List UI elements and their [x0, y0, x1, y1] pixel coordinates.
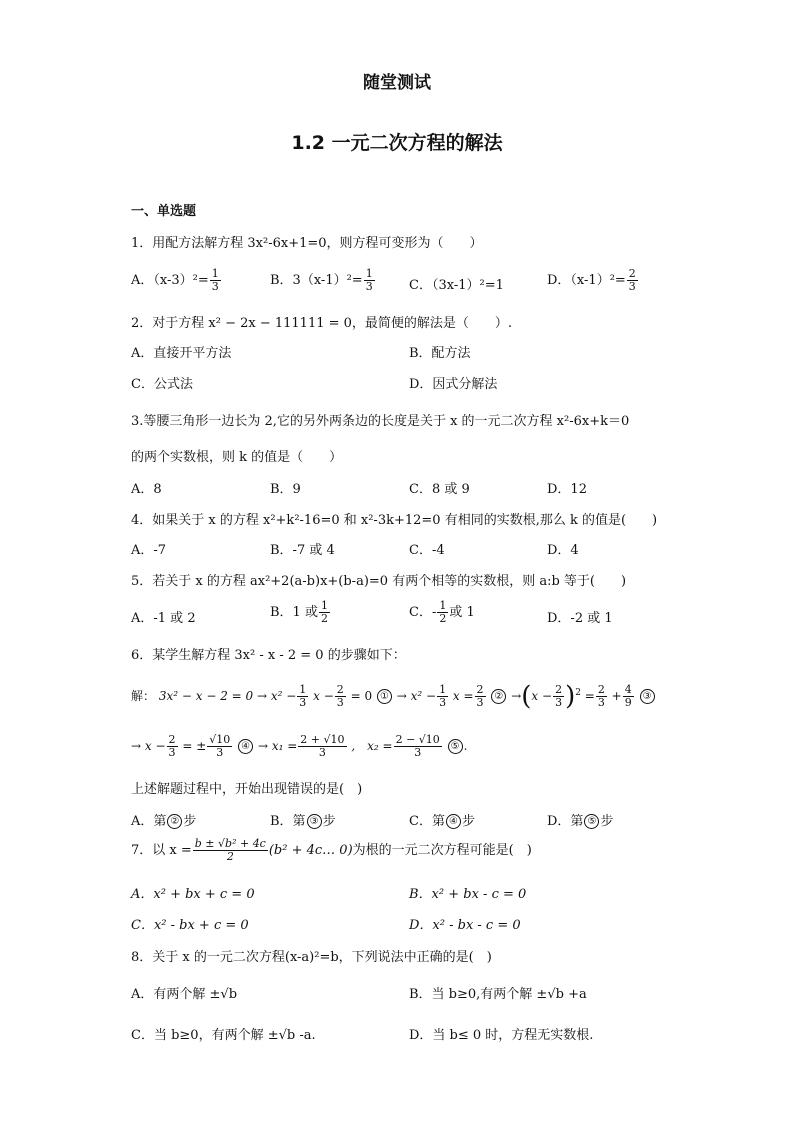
q3-option-c: C．8 或 9 — [409, 482, 470, 497]
q6-question: 上述解题过程中，开始出现错误的是( ) — [131, 782, 363, 797]
step-marker-5: ⑤ — [448, 739, 463, 754]
q6-option-b: B．第 ③ 步 — [270, 814, 336, 829]
q1-option-d: D．（x-1）²= $\frac{2}{3}$ — [547, 267, 636, 293]
page-subtitle: 1.2 一元二次方程的解法 — [291, 132, 503, 154]
q7-option-c: C．x² - bx + c = 0 — [131, 918, 249, 933]
q2-option-a: A．直接开平方法 — [131, 346, 232, 361]
q6-option-a: A．第 ② 步 — [131, 814, 197, 829]
q6-stem: 6．某学生解方程 3x² - x - 2 = 0 的步骤如下： — [131, 648, 406, 663]
q7-option-d: D．x² - bx - c = 0 — [409, 918, 521, 933]
q4-option-c: C．-4 — [409, 543, 445, 558]
q7-stem: 7．以 x = $\frac{\text{b ± √b² + 4c}}{2}$ (b² + 4c… 0)为根的一元二次方程可能是( ) — [131, 837, 532, 863]
q8-option-a: A．有两个解 ±√b — [131, 987, 238, 1002]
q8-option-c: C．当 b≥0，有两个解 ±√b -a. — [131, 1028, 316, 1043]
q2-option-d: D．因式分解法 — [409, 377, 498, 392]
q4-stem: 4．如果关于 x 的方程 x²+k²-16=0 和 x²-3k+12=0 有相同的实数根,那么 k 的值是( ) — [131, 513, 658, 528]
q7-option-a: A．x² + bx + c = 0 — [131, 887, 255, 902]
q4-option-b: B．-7 或 4 — [270, 543, 335, 558]
q8-option-b: B．当 b≥0,有两个解 ±√b +a — [409, 987, 587, 1002]
q4-option-a: A．-7 — [131, 543, 167, 558]
q7-option-b: B．x² + bx - c = 0 — [409, 887, 527, 902]
q6-option-d: D．第 ⑤ 步 — [547, 814, 614, 829]
q6-option-c: C．第 ④ 步 — [409, 814, 475, 829]
q5-option-a: A．-1 或 2 — [131, 611, 196, 626]
q6-solution-line2: → x − $\frac{2}{3}$ = ± $\frac{√10}{3}$ ④ → x₁ = $\frac{2 + √10}{3}$ , x₂ = $\frac{2 - √10}{3}$ ⑤ . — [131, 733, 468, 759]
q3-stem-line1: 3.等腰三角形一边长为 2,它的另外两条边的长度是关于 x 的一元二次方程 x²-6x+k＝0 — [131, 414, 630, 429]
q6-solution-line1: 解： 3x² − x − 2 = 0 → x² − $\frac{1}{3}$ x − $\frac{2}{3}$ = 0 ① → x² − $\frac{1}{3}$ x = $\frac{2}{3}$ ② →(x − $\frac{2}{3}$ )$^2$ = $\frac{2}{3}$ + $\frac{4}{9}$ ③ — [131, 684, 656, 709]
q5-option-b: B．1 或 $\frac{1}{2}$ — [270, 599, 328, 625]
q3-option-b: B．9 — [270, 482, 301, 497]
q5-stem: 5．若关于 x 的方程 ax²+2(a-b)x+(b-a)=0 有两个相等的实数根，则 a:b 等于( ) — [131, 574, 627, 589]
q4-option-d: D．4 — [547, 543, 579, 558]
q1-option-c: C．（3x-1）²=1 — [409, 278, 504, 293]
q5-option-c: C．- $\frac{1}{2}$ 或 1 — [409, 599, 475, 625]
q2-stem: 2．对于方程 x² − 2x − 111111 = 0，最简便的解法是（ ）. — [131, 316, 513, 331]
step-marker-3: ③ — [640, 689, 655, 704]
q3-option-a: A．8 — [131, 482, 162, 497]
page-title: 随堂测试 — [363, 73, 431, 93]
q1-option-b: B．3（x-1）²= $\frac{1}{3}$ — [270, 267, 373, 293]
q8-stem: 8．关于 x 的一元二次方程(x-a)²=b，下列说法中正确的是( ) — [131, 950, 492, 965]
q2-option-c: C．公式法 — [131, 377, 193, 392]
q8-option-d: D．当 b≤ 0 时，方程无实数根. — [409, 1028, 594, 1043]
step-marker-1: ① — [377, 689, 392, 704]
step-marker-4: ④ — [238, 739, 253, 754]
q5-option-d: D．-2 或 1 — [547, 611, 613, 626]
q2-option-b: B．配方法 — [409, 346, 471, 361]
q3-option-d: D．12 — [547, 482, 587, 497]
q1-option-a: A．（x-3）²= $\frac{1}{3}$ — [131, 267, 219, 293]
q3-stem-line2: 的两个实数根，则 k 的值是（ ） — [131, 450, 343, 465]
step-marker-2: ② — [491, 689, 506, 704]
section-heading: 一、单选题 — [131, 204, 197, 219]
q1-stem: 1．用配方法解方程 3x²-6x+1=0，则方程可变形为（ ） — [131, 236, 483, 251]
